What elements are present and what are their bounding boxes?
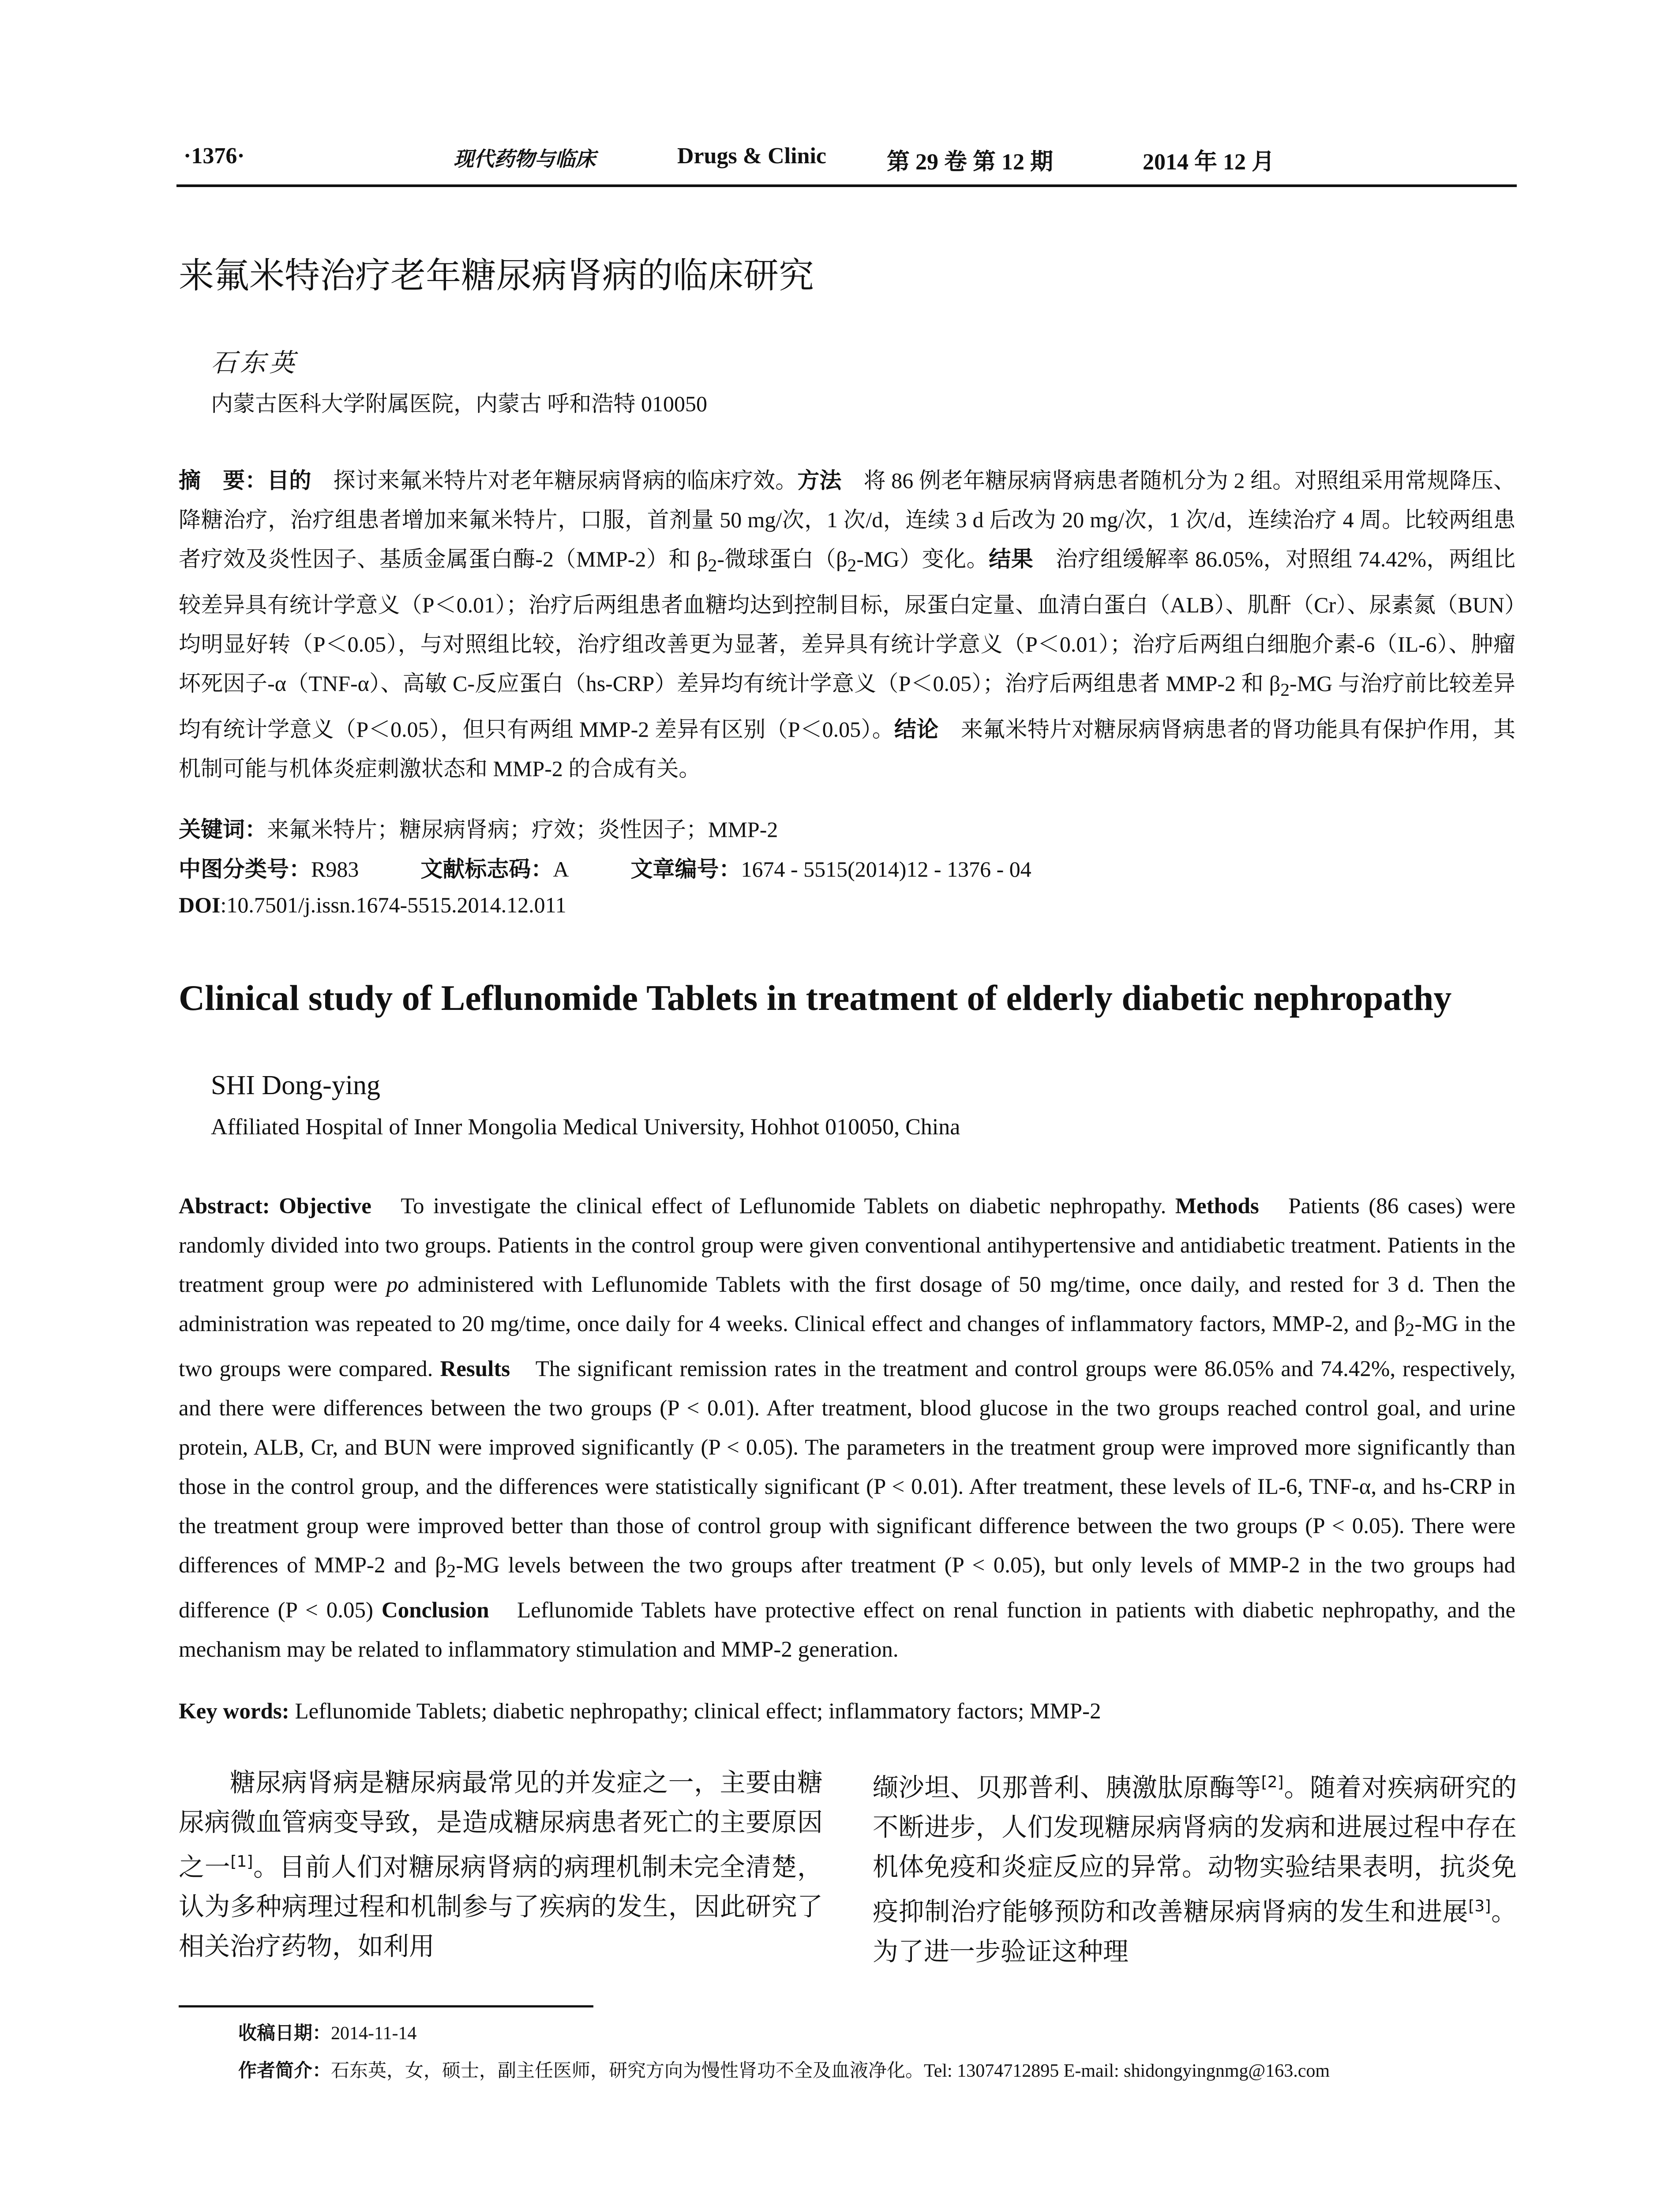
issue-date: 2014 年 12 月 xyxy=(1143,150,1275,175)
body-text: 缬沙坦、贝那普利、胰激肽原酶等 xyxy=(873,1772,1261,1803)
keywords-en xyxy=(179,1699,1101,1724)
doccode-label: 文献标志码： xyxy=(420,856,553,882)
doi-line xyxy=(179,892,566,918)
journal-name-cn: 现代药物与临床 xyxy=(454,147,596,171)
doi-label: DOI xyxy=(179,893,221,917)
abstract-label-cn: 摘 要： xyxy=(179,468,267,493)
article-number-value: 1674 - 5515(2014)12 - 1376 - 04 xyxy=(741,857,1031,882)
methods-text-en: administered with Leflunomide Tablets with the first dosage of 50 mg/time, once daily, and rested for 3 d. Then the administration was repeated to 20 mg/time, once daily for 4 weeks. Clinical effect and changes of inflammatory factors, MMP-2, and β xyxy=(179,1272,1515,1336)
results-text-cn: -MG 与治疗前比较差异均有统计学意义（P＜0.05），但只有两组 MMP-2 差异有区别（P＜0.05）。 xyxy=(179,671,1516,742)
body-column-right xyxy=(873,1763,1517,1971)
keywords-label-en: Key words: xyxy=(179,1699,289,1724)
methods-text-cn: 将 86 例老年糖尿病肾病患者随机分为 2 组。对照组采用常规降压、降糖治疗，治疗组患者增加来氟米特片，口服，首剂量 50 mg/次，1 次/d，连续 3 d 后改为 20 mg/次，1 次/d，连续治疗 4 周。比较两组患者疗效及炎性因子、基质金属蛋白酶-2（MMP-2）和 β xyxy=(179,468,1516,571)
abstract-en xyxy=(179,1187,1515,1670)
results-text-en: The significant remission rates in the treatment and control groups were 86.05% and 74.42%, respectively, and there were differences between the two groups (P < 0.01). After treatment, blood glucose in the two groups reached control goal, and urine protein, ALB, Cr, and BUN were improved significantly (P < 0.05). The parameters in the treatment group were improved more significantly than those in the control group, and the differences were statistically significant (P < 0.01). After treatment, these levels of IL-6, TNF-α, and hs-CRP in the treatment group were improved better than those of control group with significant difference between the two groups (P < 0.05). There were differences of MMP-2 and β xyxy=(179,1357,1515,1578)
title-cn: 来氟米特治疗老年糖尿病肾病的临床研究 xyxy=(179,255,814,296)
affiliation-cn: 内蒙古医科大学附属医院，内蒙古 呼和浩特 010050 xyxy=(211,391,707,416)
affiliation-en: Affiliated Hospital of Inner Mongolia Medical University, Hohhot 010050, China xyxy=(211,1114,960,1140)
results-text-cn: 治疗组缓解率 86.05%，对照组 74.42%，两组比较差异具有统计学意义（P＜0.01）；治疗后两组患者血糖均达到控制目标，尿蛋白定量、血清白蛋白（ALB）、肌酐（Cr）、尿素氮（BUN）均明显好转（P＜0.05），与对照组比较，治疗组改善更为显著，差异具有统计学意义（P＜0.01）；治疗后两组白细胞介素-6（IL-6）、肿瘤坏死因子-α（TNF-α）、高敏 C-反应蛋白（hs-CRP）差异均有统计学意义（P＜0.05）；治疗后两组患者 MMP-2 和 β xyxy=(179,547,1516,696)
footnote-divider xyxy=(179,2005,593,2007)
received-date: 2014-11-14 xyxy=(331,2023,417,2044)
keywords-label-cn: 关键词： xyxy=(179,817,267,842)
body-text: 。目前人们对糖尿病肾病的病理机制未完全清楚，认为多种病理过程和机制参与了疾病的发生，因此研究了相关治疗药物，如利用 xyxy=(179,1852,823,1962)
journal-name-en: Drugs & Clinic xyxy=(677,143,826,169)
subscript: 2 xyxy=(1405,1320,1415,1341)
abstract-cn xyxy=(179,461,1515,788)
conclusion-label-en: Conclusion xyxy=(381,1598,489,1623)
citation-link[interactable]: [2] xyxy=(1261,1773,1284,1791)
title-en: Clinical study of Leflunomide Tablets in treatment of elderly diabetic nephropathy xyxy=(179,978,1452,1018)
author-en: SHI Dong-ying xyxy=(211,1070,381,1100)
results-label-en: Results xyxy=(440,1357,510,1382)
citation-link[interactable]: [1] xyxy=(230,1853,253,1871)
subscript: 2 xyxy=(708,555,717,576)
bio-text: 石东英，女，硕士，副主任医师，研究方向为慢性肾功不全及血液净化。Tel: 13074712895 E-mail: shidongyingnmg@163.com xyxy=(331,2061,1330,2081)
body-text: 。为了进一步验证这种理 xyxy=(873,1896,1517,1966)
classification-line xyxy=(179,852,1031,883)
page-number: ·1376· xyxy=(184,143,245,169)
results-text-en: -MG levels between the two groups after treatment (P < 0.05), but only levels of MMP-2 in the two groups had difference (P < 0.05) xyxy=(179,1553,1516,1623)
abstract-label-en: Abstract: Objective xyxy=(179,1194,371,1219)
subscript: 2 xyxy=(446,1561,456,1582)
po-italic: po xyxy=(386,1272,409,1297)
methods-text-en: Patients (86 cases) were randomly divided into two groups. Patients in the control group were given conventional antihypertensive and antidiabetic treatment. Patients in the treatment group were xyxy=(179,1194,1515,1297)
methods-label-cn: 方法 xyxy=(797,468,842,493)
citation-link[interactable]: [3] xyxy=(1468,1897,1491,1916)
footnote-author-bio xyxy=(238,2056,1330,2082)
conclusion-text-en: Leflunomide Tablets have protective effect on renal function in patients with diabetic nephropathy, and the mechanism may be related to inflammatory stimulation and MMP-2 generation. xyxy=(179,1598,1515,1662)
doccode-value: A xyxy=(553,857,569,882)
conclusion-text-cn: 来氟米特片对糖尿病肾病患者的肾功能具有保护作用，其机制可能与机体炎症刺激状态和 MMP-2 的合成有关。 xyxy=(179,717,1515,781)
body-text: 。随着对疾病研究的不断进步，人们发现糖尿病肾病的发病和进展过程中存在机体免疫和炎症反应的异常。动物实验结果表明，抗炎免疫抑制治疗能够预防和改善糖尿病肾病的发生和进展 xyxy=(873,1772,1517,1927)
methods-label-en: Methods xyxy=(1175,1194,1259,1219)
volume-issue: 第 29 卷 第 12 期 xyxy=(887,150,1054,175)
bio-label: 作者简介： xyxy=(238,2060,331,2081)
footnote-received xyxy=(238,2018,416,2045)
subscript: 2 xyxy=(1280,680,1290,700)
clc-label: 中图分类号： xyxy=(179,856,311,882)
methods-text-cn: -微球蛋白（β xyxy=(717,547,848,571)
clc-value: R983 xyxy=(311,857,359,882)
methods-text-en: -MG in the two groups were compared. xyxy=(179,1312,1515,1382)
subscript: 2 xyxy=(847,555,857,576)
article-number-label: 文章编号： xyxy=(630,856,741,882)
received-label: 收稿日期： xyxy=(238,2022,331,2044)
running-header xyxy=(176,140,1517,187)
objective-label-cn: 目的 xyxy=(267,468,311,493)
keywords-cn xyxy=(179,812,778,844)
keywords-text-cn: 来氟米特片；糖尿病肾病；疗效；炎性因子；MMP-2 xyxy=(267,817,778,842)
keywords-text-en: Leflunomide Tablets; diabetic nephropathy; clinical effect; inflammatory factors; MMP-2 xyxy=(289,1699,1101,1724)
doi-value: :10.7501/j.issn.1674-5515.2014.12.011 xyxy=(220,893,566,917)
objective-text-en: To investigate the clinical effect of Leflunomide Tablets on diabetic nephropathy. xyxy=(371,1194,1175,1219)
results-label-cn: 结果 xyxy=(989,546,1034,572)
author-cn: 石东英 xyxy=(211,349,299,377)
body-text: 糖尿病肾病是糖尿病最常见的并发症之一，主要由糖尿病微血管病变导致，是造成糖尿病患者死亡的主要原因之一 xyxy=(179,1767,823,1882)
body-column-left xyxy=(179,1763,823,1966)
objective-text-cn: 探讨来氟米特片对老年糖尿病肾病的临床疗效。 xyxy=(311,468,798,493)
conclusion-label-cn: 结论 xyxy=(894,717,939,742)
methods-text-cn: -MG）变化。 xyxy=(856,547,989,571)
